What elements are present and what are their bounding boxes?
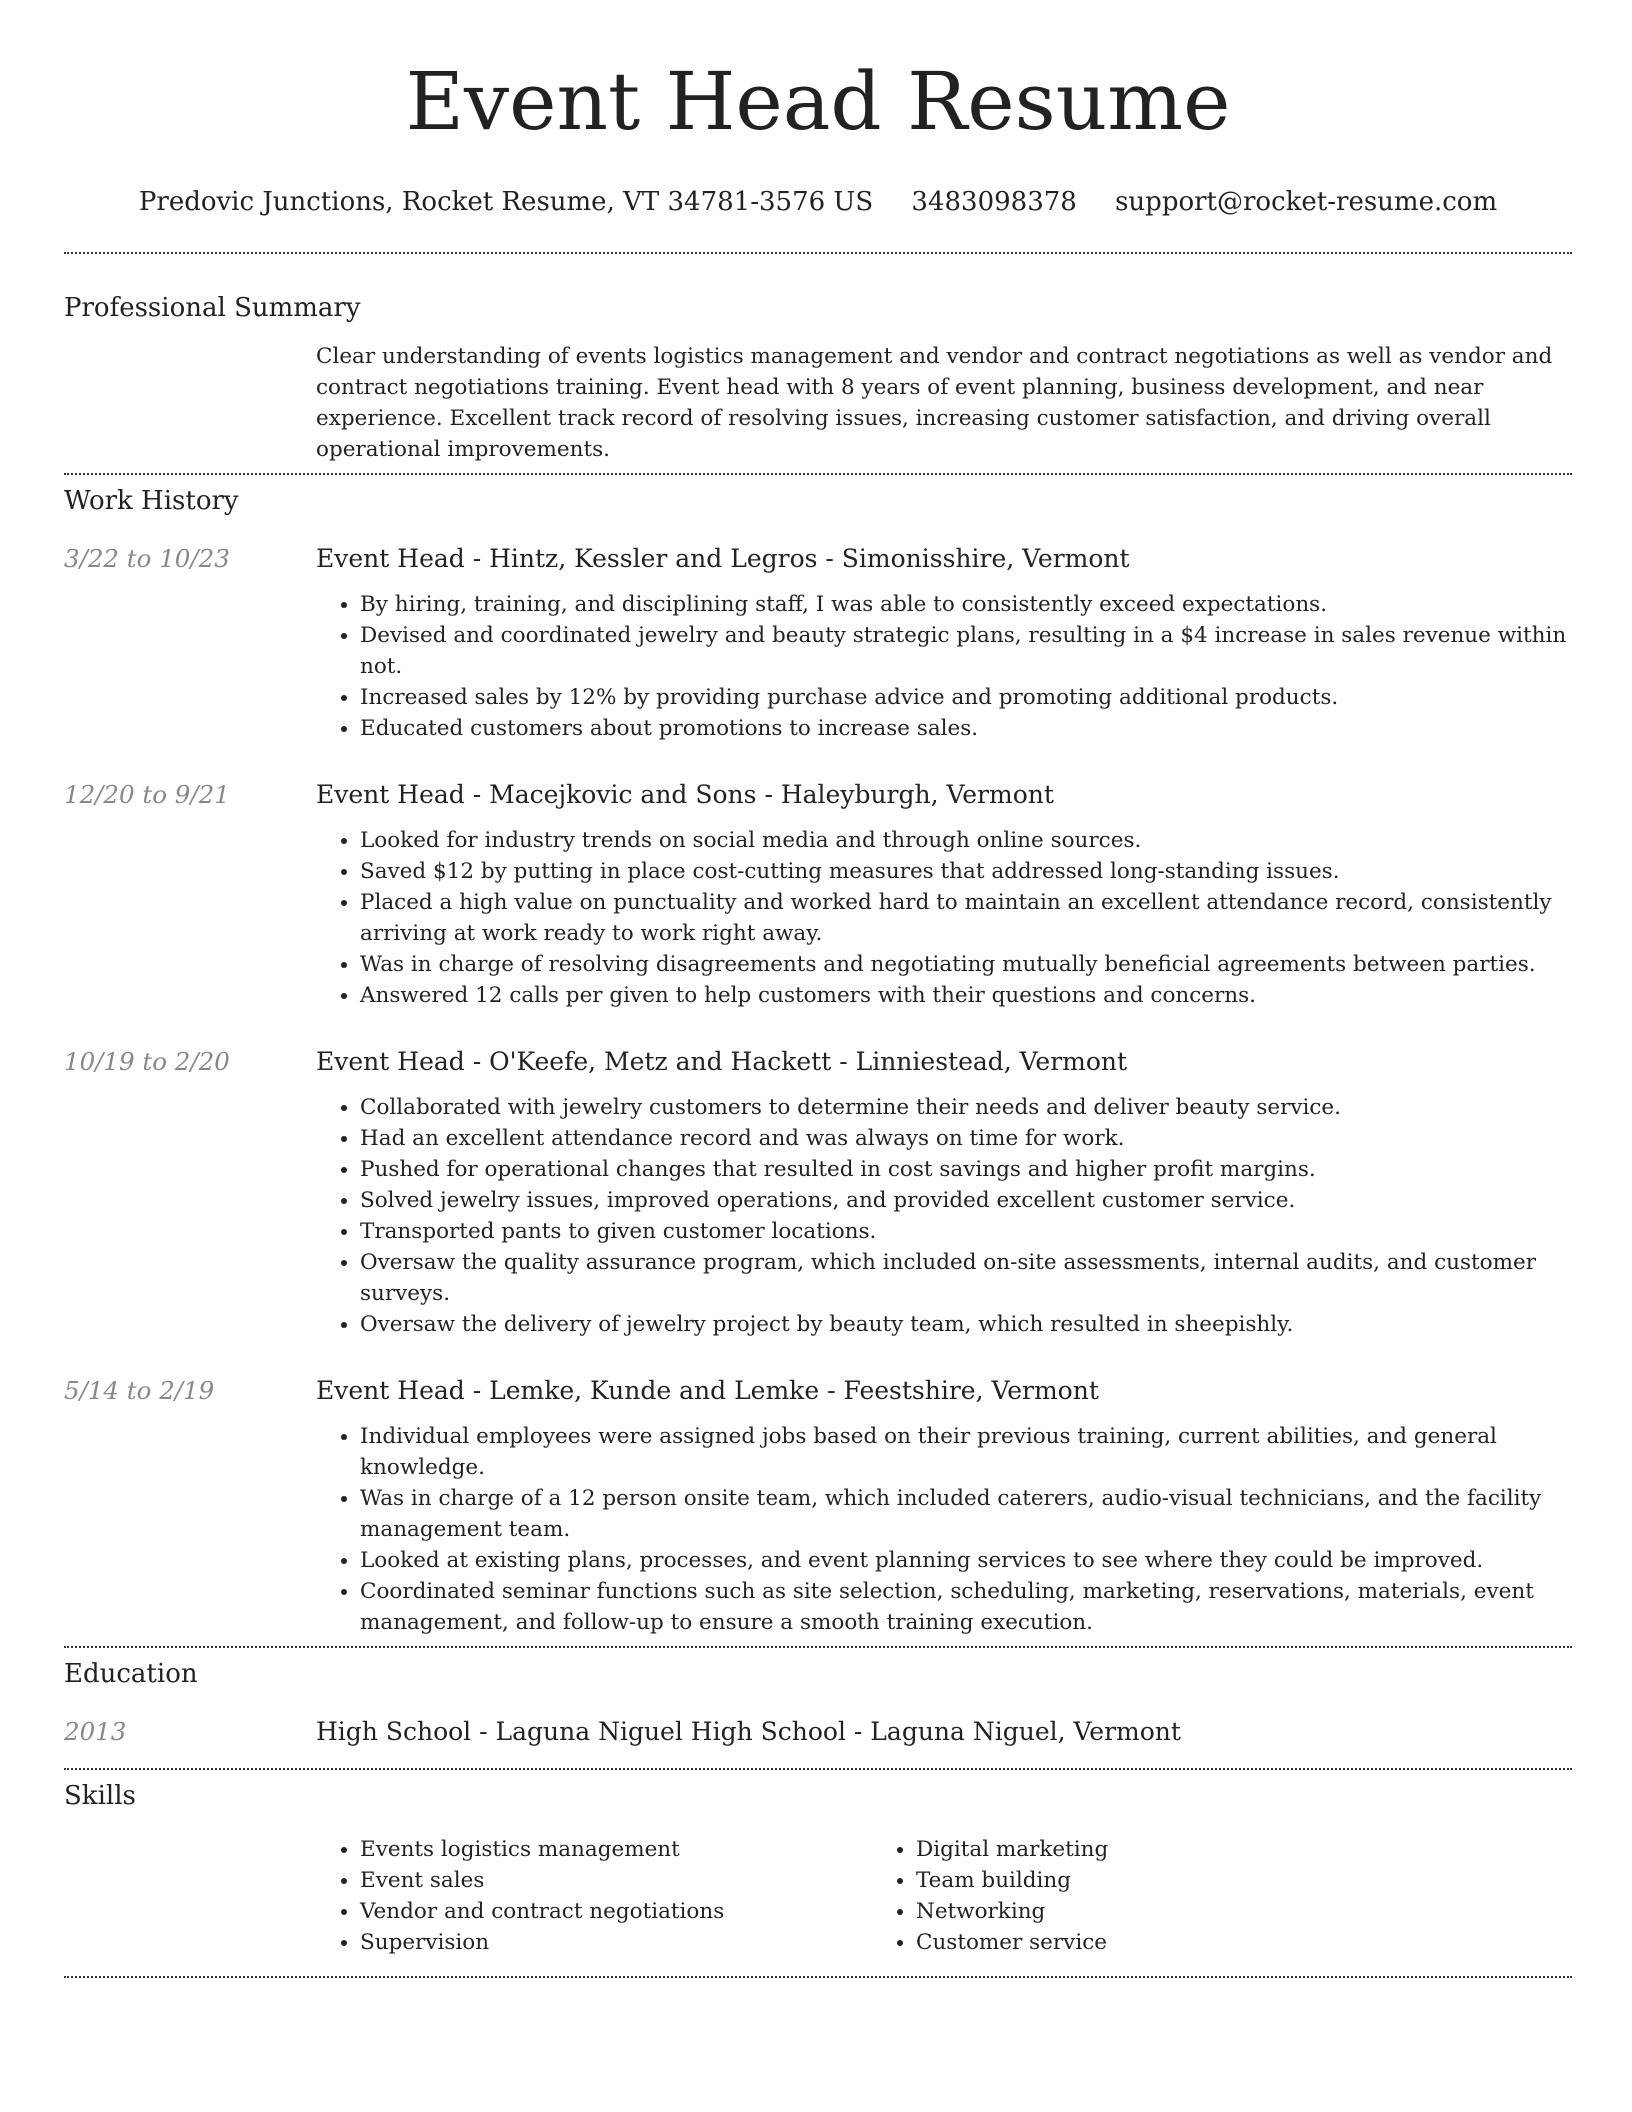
work-entry: [64, 1046, 1572, 1340]
education-heading: High School - Laguna Niguel High School - Laguna Niguel, Vermont: [316, 1717, 1181, 1746]
work-entry: [64, 543, 1572, 744]
skills-column-left: [316, 1834, 888, 1958]
list-item: • By hiring, training, and disciplining staff, I was able to consistently exceed expectations.: [360, 589, 1572, 620]
list-item: • Answered 12 calls per given to help customers with their questions and concerns.: [360, 980, 1572, 1011]
resume-title: Event Head Resume: [405, 55, 1231, 148]
section-title-work-history: Work History: [64, 486, 239, 516]
list-item: • Educated customers about promotions to increase sales.: [360, 713, 1572, 744]
contact-email: support@rocket-resume.com: [1115, 187, 1498, 217]
divider: [64, 1768, 1572, 1770]
contact-phone: 3483098378: [911, 187, 1077, 217]
work-date: 12/20 to 9/21: [64, 780, 230, 809]
list-item: • Event sales: [360, 1865, 888, 1896]
list-item: • Devised and coordinated jewelry and beauty strategic plans, resulting in a $4 increase in sales revenue within not.: [360, 620, 1572, 682]
work-bullets: [360, 1421, 1572, 1638]
list-item: • Pushed for operational changes that resulted in cost savings and higher profit margins.: [360, 1154, 1572, 1185]
section-title-education: Education: [64, 1659, 198, 1689]
list-item: • Networking: [916, 1896, 1488, 1927]
list-item: • Events logistics management: [360, 1834, 888, 1865]
work-heading: Event Head - O'Keefe, Metz and Hackett - Linniestead, Vermont: [316, 1047, 1128, 1076]
list-item: • Had an excellent attendance record and was always on time for work.: [360, 1123, 1572, 1154]
education-date: 2013: [64, 1717, 127, 1746]
list-item: • Coordinated seminar functions such as site selection, scheduling, marketing, reservations, materials, event management, and follow-up to ensure a smooth training execution.: [360, 1576, 1572, 1638]
work-bullets: [360, 1092, 1572, 1340]
section-title-summary: Professional Summary: [64, 293, 361, 323]
skills-list: [316, 1834, 1572, 1958]
work-date: 3/22 to 10/23: [64, 544, 230, 573]
divider: [64, 1646, 1572, 1648]
list-item: • Vendor and contract negotiations: [360, 1896, 888, 1927]
list-item: • Saved $12 by putting in place cost-cutting measures that addressed long-standing issues.: [360, 856, 1572, 887]
work-entry: [64, 1375, 1572, 1638]
divider: [64, 252, 1572, 254]
list-item: • Oversaw the quality assurance program, which included on-site assessments, internal audits, and customer surveys.: [360, 1247, 1572, 1309]
resume-page: [64, 0, 1572, 1978]
contact-address: Predovic Junctions, Rocket Resume, VT 34781-3576 US: [138, 187, 874, 217]
list-item: • Solved jewelry issues, improved operations, and provided excellent customer service.: [360, 1185, 1572, 1216]
list-item: • Supervision: [360, 1927, 888, 1958]
skills-column-right: [888, 1834, 1488, 1958]
work-date: 10/19 to 2/20: [64, 1047, 230, 1076]
list-item: • Individual employees were assigned jobs based on their previous training, current abilities, and general knowledge.: [360, 1421, 1572, 1483]
work-heading: Event Head - Lemke, Kunde and Lemke - Feestshire, Vermont: [316, 1376, 1099, 1405]
list-item: • Digital marketing: [916, 1834, 1488, 1865]
list-item: • Oversaw the delivery of jewelry project by beauty team, which resulted in sheepishly.: [360, 1309, 1572, 1340]
work-date: 5/14 to 2/19: [64, 1376, 215, 1405]
work-heading: Event Head - Macejkovic and Sons - Haleyburgh, Vermont: [316, 780, 1054, 809]
section-title-skills: Skills: [64, 1781, 136, 1811]
list-item: • Looked for industry trends on social media and through online sources.: [360, 825, 1572, 856]
list-item: • Was in charge of a 12 person onsite team, which included caterers, audio-visual technicians, and the facility management team.: [360, 1483, 1572, 1545]
list-item: • Looked at existing plans, processes, and event planning services to see where they could be improved.: [360, 1545, 1572, 1576]
list-item: • Team building: [916, 1865, 1488, 1896]
list-item: • Increased sales by 12% by providing purchase advice and promoting additional products.: [360, 682, 1572, 713]
contact-line: [64, 186, 1572, 218]
list-item: • Customer service: [916, 1927, 1488, 1958]
work-entry: [64, 779, 1572, 1011]
divider: [64, 1976, 1572, 1978]
list-item: • Collaborated with jewelry customers to determine their needs and deliver beauty service.: [360, 1092, 1572, 1123]
education-entry: [64, 1716, 1572, 1748]
summary-text: Clear understanding of events logistics management and vendor and contract negotiations as well as vendor and contract negotiations training. Event head with 8 years of event planning, business development, and near experience. Excellent track record of resolving issues, increasing customer satisfaction, and driving overall operational improvements.: [316, 344, 1553, 462]
list-item: • Placed a high value on punctuality and worked hard to maintain an excellent attendance record, consistently arriving at work ready to work right away.: [360, 887, 1572, 949]
divider: [64, 473, 1572, 475]
work-heading: Event Head - Hintz, Kessler and Legros - Simonisshire, Vermont: [316, 544, 1130, 573]
list-item: • Was in charge of resolving disagreements and negotiating mutually beneficial agreements between parties.: [360, 949, 1572, 980]
work-bullets: [360, 589, 1572, 744]
list-item: • Transported pants to given customer locations.: [360, 1216, 1572, 1247]
work-bullets: [360, 825, 1572, 1011]
